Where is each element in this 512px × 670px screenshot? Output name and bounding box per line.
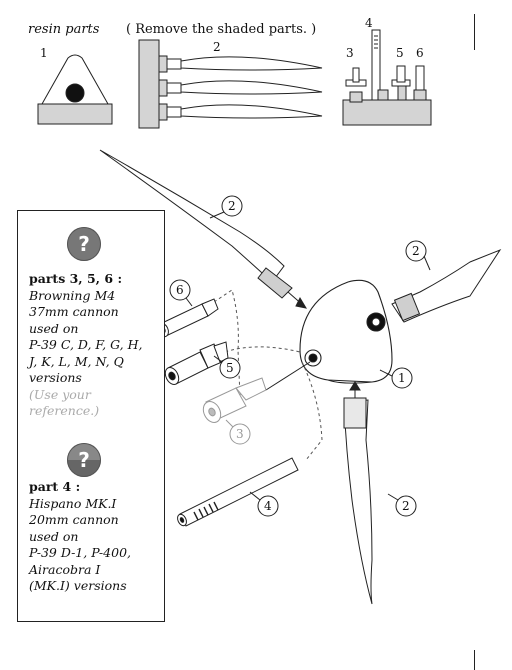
note-line: Airacobra I: [29, 561, 101, 577]
note-block-parts-3-5-6: [29, 271, 161, 420]
callout-1: 1: [398, 371, 406, 385]
callout-2-top: 2: [228, 199, 236, 213]
note-reference: (Use your: [29, 386, 91, 402]
callout-2-right: 2: [412, 244, 420, 258]
callout-4: 4: [264, 499, 272, 513]
info-note-box: [17, 210, 165, 622]
part-number-5: 5: [396, 46, 404, 60]
question-badge-icon: ?: [67, 227, 101, 261]
callout-3: 3: [236, 427, 244, 441]
note-line: 37mm cannon: [29, 304, 119, 319]
remove-shaded-note: ( Remove the shaded parts. ): [126, 22, 317, 37]
resin-part-2-blades: [139, 40, 322, 128]
prop-blade-bottom: [344, 382, 372, 604]
prop-blade-right: [392, 250, 500, 322]
note-reference: reference.): [29, 403, 100, 418]
part-number-2: 2: [213, 40, 221, 54]
note-line: Hispano MK.I: [29, 495, 117, 511]
question-badge-icon-2: ?: [67, 443, 101, 477]
cannon-part-4: [176, 458, 298, 527]
part-number-1: 1: [40, 46, 48, 60]
part-number-6: 6: [416, 46, 424, 60]
cannon-part-3: [200, 378, 266, 425]
resin-part-1-spinner: [38, 55, 112, 124]
note-title-part-4: part 4 :: [29, 479, 81, 494]
part-number-3: 3: [346, 46, 354, 60]
note-line: 20mm cannon: [29, 512, 119, 527]
note-block-part-4: [29, 479, 161, 595]
callout-2-bottom: 2: [402, 499, 410, 513]
resin-parts-label: resin parts: [28, 22, 100, 37]
note-line: J, K, L, M, N, Q: [29, 353, 124, 369]
note-line: used on: [29, 528, 79, 544]
cannon-part-5: [163, 342, 228, 387]
callout-6: 6: [176, 283, 184, 297]
part-number-4: 4: [365, 16, 373, 30]
note-line: used on: [29, 320, 79, 336]
note-line: versions: [29, 370, 82, 385]
spinner-assembly: [300, 280, 392, 383]
note-line: P-39 C, D, F, G, H,: [29, 337, 143, 352]
callout-5: 5: [226, 361, 234, 375]
note-line: (MK.I) versions: [29, 578, 127, 593]
resin-part-block-3-6: [343, 30, 431, 125]
note-line: P-39 D-1, P-400,: [29, 545, 131, 560]
note-title-parts-3-5-6: parts 3, 5, 6 :: [29, 271, 123, 286]
note-line: Browning M4: [29, 287, 116, 303]
